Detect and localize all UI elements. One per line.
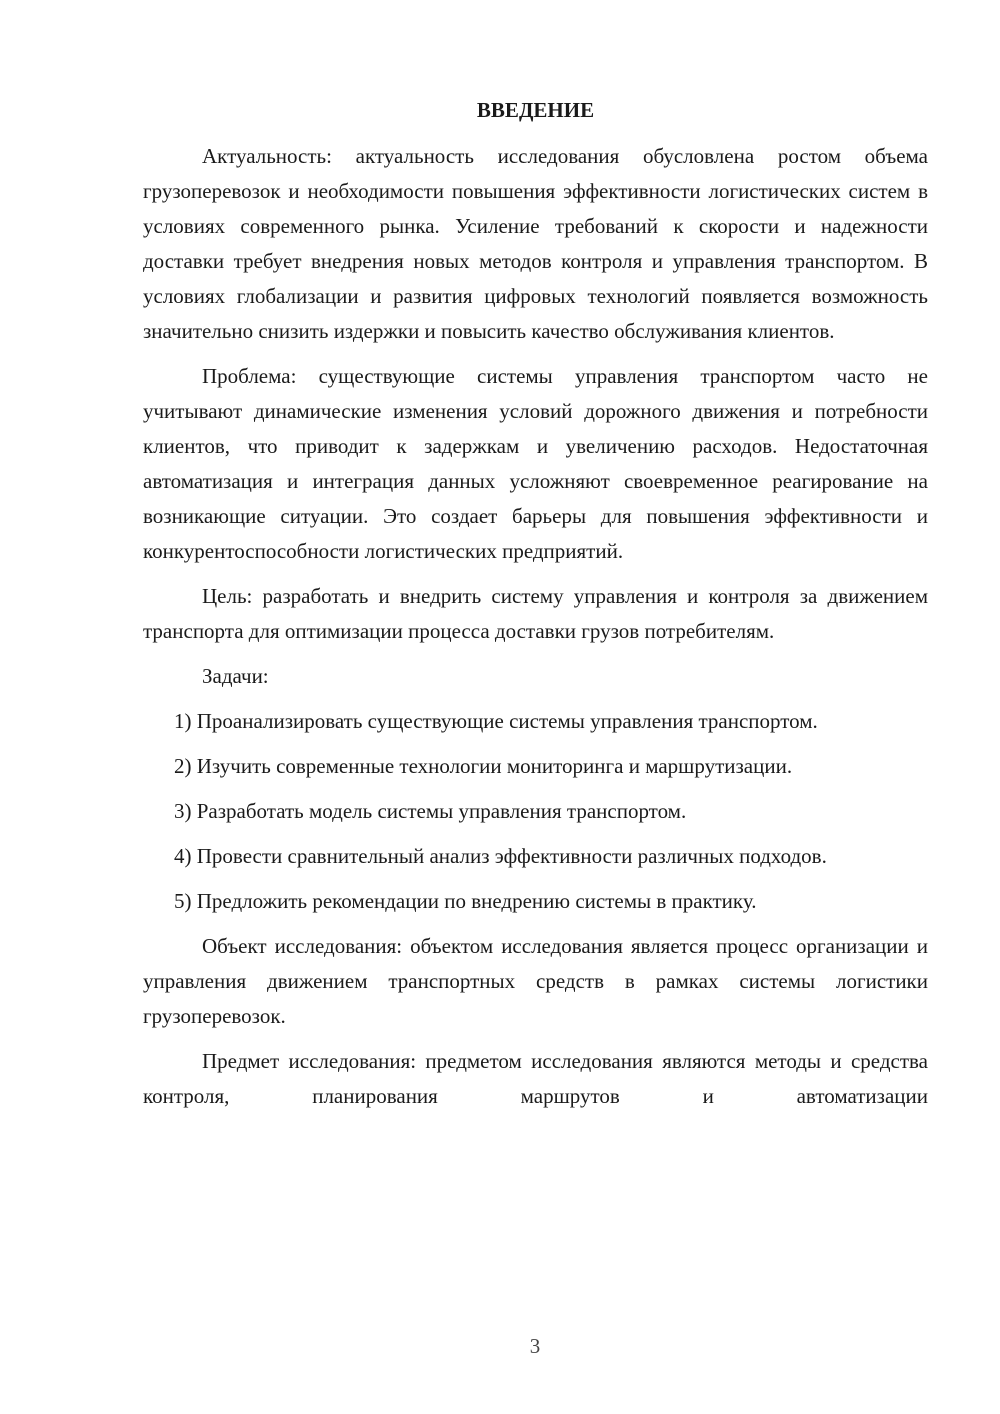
- paragraph-problem: Проблема: существующие системы управления транспортом часто не учитывают динамические изменения условий дорожного движения и потребности клиентов, что приводит к задержкам и увеличению расходов. Недостаточная автоматизация и интеграция данных усложняют своевременное реагирование на возникающие ситуации. Это создает барьеры для повышения эффективности и конкурентоспособности логистических предприятий.: [143, 364, 928, 563]
- task-item-3: 3) Разработать модель системы управления транспортом.: [174, 799, 687, 823]
- task-item-5: 5) Предложить рекомендации по внедрению системы в практику.: [174, 889, 757, 913]
- tasks-title: Задачи:: [202, 664, 269, 688]
- task-item-2: 2) Изучить современные технологии мониторинга и маршрутизации.: [174, 754, 793, 778]
- paragraph-object: Объект исследования: объектом исследования является процесс организации и управления движением транспортных средств в рамках системы логистики грузоперевозок.: [143, 934, 928, 1028]
- paragraph-relevance: Актуальность: актуальность исследования обусловлена ростом объема грузоперевозок и необходимости повышения эффективности логистических систем в условиях современного рынка. Усиление требований к скорости и надежности доставки требует внедрения новых методов контроля и управления транспортом. В условиях глобализации и развития цифровых технологий появляется возможность значительно снизить издержки и повысить качество обслуживания клиентов.: [143, 144, 928, 343]
- page-number: 3: [529, 1334, 541, 1358]
- task-item-1: 1) Проанализировать существующие системы управления транспортом.: [174, 709, 818, 733]
- section-heading: ВВЕДЕНИЕ: [476, 98, 595, 122]
- paragraph-goal: Цель: разработать и внедрить систему управления и контроля за движением транспорта для оптимизации процесса доставки грузов потребителям.: [143, 584, 928, 643]
- document-page: [143, 95, 928, 1124]
- paragraph-subject: Предмет исследования: предметом исследования являются методы и средства контроля, планирования маршрутов и автоматизации: [143, 1049, 928, 1108]
- task-item-4: 4) Провести сравнительный анализ эффективности различных подходов.: [174, 844, 827, 868]
